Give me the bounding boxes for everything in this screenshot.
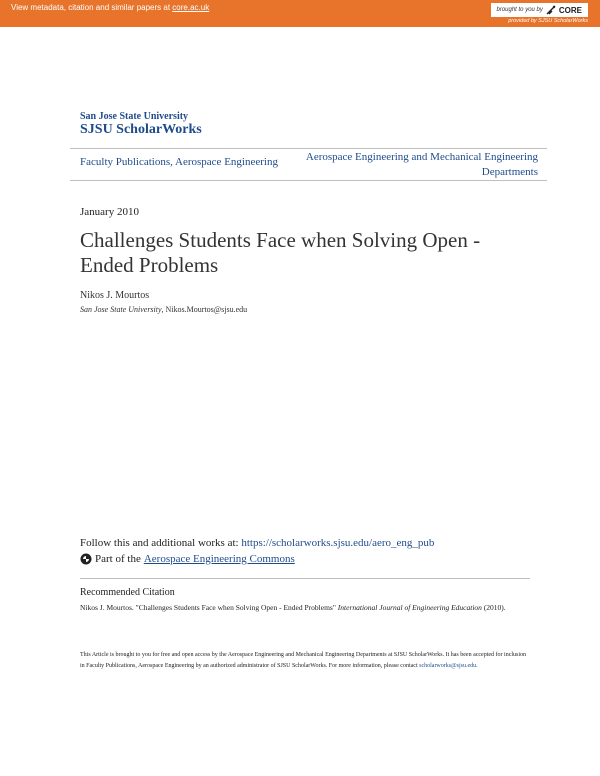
core-logo-icon	[546, 5, 556, 15]
follow-link[interactable]: https://scholarworks.sjsu.edu/aero_eng_pub	[241, 537, 435, 549]
commons-icon	[80, 553, 92, 565]
collection-link-right[interactable]: Aerospace Engineering and Mechanical Engineering Departments	[305, 151, 538, 178]
affiliation-university: San Jose State University	[80, 305, 162, 314]
recommended-citation-text	[80, 602, 530, 613]
access-notice	[80, 650, 530, 672]
commons-link[interactable]: Aerospace Engineering Commons	[143, 553, 295, 565]
core-badge[interactable]	[491, 3, 589, 17]
follow-prefix: Follow this and additional works at:	[80, 537, 242, 549]
core-link-prefix: View metadata, citation and similar papers at	[11, 3, 173, 12]
citation-prefix: Nikos J. Mourtos. "Challenges Students Face when Solving Open - Ended Problems"	[80, 603, 338, 612]
follow-line	[80, 537, 434, 549]
notice-end: .	[476, 663, 478, 669]
brought-by-text: brought to you by	[496, 7, 543, 13]
divider-citation	[80, 578, 530, 579]
core-logo-text: CORE	[558, 5, 582, 15]
recommended-citation-heading: Recommended Citation	[80, 587, 175, 598]
part-of-prefix: Part of the	[95, 553, 141, 565]
author-affiliation	[80, 305, 247, 314]
notice-text: This Article is brought to you for free and open access by the Aerospace Engineering and Mechanical Engineering Departments at SJSU ScholarWorks. It has been accepted for inclusion in Faculty Publications, Aerospace Engineering by an authorized administrator of SJSU ScholarWorks. For more information, please contact	[80, 652, 527, 669]
affiliation-email: , Nikos.Mourtos@sjsu.edu	[161, 305, 248, 314]
core-link[interactable]: core.ac.uk	[172, 3, 210, 12]
article-title: Challenges Students Face when Solving Open - Ended Problems	[80, 228, 481, 277]
core-banner	[0, 0, 600, 27]
citation-journal: International Journal of Engineering Education	[337, 603, 482, 612]
contact-email-link[interactable]: scholarworks@sjsu.edu	[419, 663, 477, 669]
repository-name[interactable]: SJSU ScholarWorks	[80, 122, 202, 137]
university-name[interactable]: San Jose State University	[80, 111, 189, 122]
author-name: Nikos J. Mourtos	[80, 290, 150, 301]
provided-by-text: provided by SJSU ScholarWorks	[508, 18, 588, 24]
divider-top	[70, 148, 547, 149]
core-metadata-text	[11, 3, 209, 12]
divider-bottom	[70, 180, 547, 181]
citation-suffix: (2010).	[481, 603, 506, 612]
collection-link-left[interactable]: Faculty Publications, Aerospace Engineering	[80, 156, 278, 168]
part-of-line	[80, 553, 295, 565]
publication-date: January 2010	[80, 206, 139, 218]
